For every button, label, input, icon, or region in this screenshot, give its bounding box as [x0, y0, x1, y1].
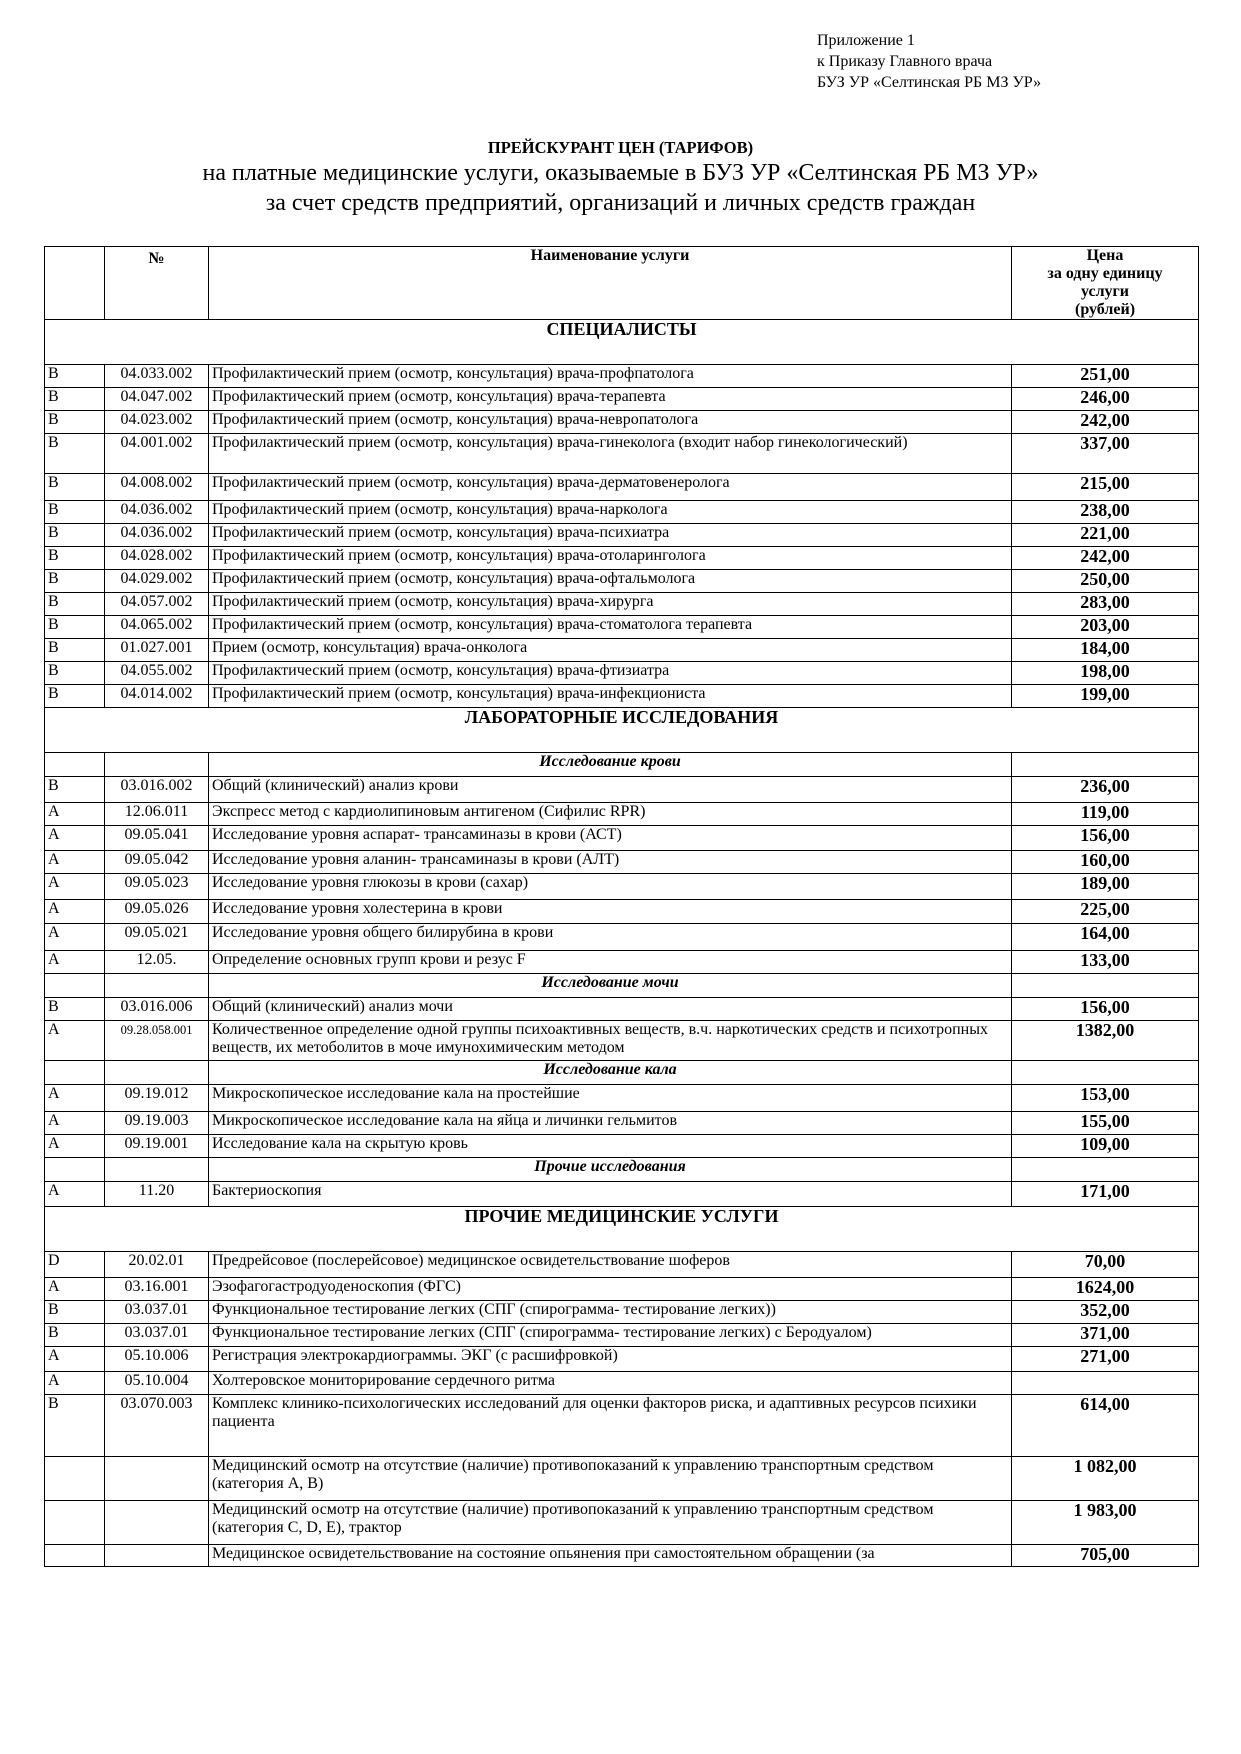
service-category: А [45, 874, 105, 900]
service-price: 337,00 [1012, 434, 1199, 474]
service-price: 614,00 [1012, 1395, 1199, 1457]
appendix-line: Приложение 1 [817, 32, 915, 49]
service-code: 03.037.01 [105, 1301, 209, 1324]
table-row [45, 998, 1199, 1021]
service-name: Общий (клинический) анализ крови [209, 777, 1012, 803]
service-code: 04.033.002 [105, 365, 209, 388]
service-name: Микроскопическое исследование кала на простейшие [209, 1085, 1012, 1112]
subsection-title: Прочие исследования [209, 1158, 1012, 1182]
header-price-line: услуги [1080, 283, 1130, 300]
service-price: 70,00 [1012, 1252, 1199, 1278]
service-code: 03.016.006 [105, 998, 209, 1021]
service-name: Профилактический прием (осмотр, консультация) врача-нарколога [209, 501, 1012, 524]
service-price: 1382,00 [1012, 1021, 1199, 1061]
service-name: Микроскопическое исследование кала на яйца и личинки гельмитов [209, 1112, 1012, 1135]
empty-cell [105, 1061, 209, 1085]
service-name: Количественное определение одной группы психоактивных веществ, в.ч. наркотических средств и психотропных веществ, их метоболитов в моче имунохимическим методом [209, 1021, 1012, 1061]
service-code: 09.05.041 [105, 826, 209, 851]
service-price: 705,00 [1012, 1545, 1199, 1567]
service-category: А [45, 924, 105, 951]
service-name: Профилактический прием (осмотр, консультация) врача-невропатолога [209, 411, 1012, 434]
table-row [45, 411, 1199, 434]
service-category: А [45, 1372, 105, 1395]
service-category: В [45, 501, 105, 524]
service-category: А [45, 1021, 105, 1061]
subsection-title: Исследование мочи [209, 974, 1012, 998]
service-category: А [45, 1085, 105, 1112]
header-number: № [105, 247, 209, 320]
service-name: Регистрация электрокардиограммы. ЭКГ (с расшифровкой) [209, 1347, 1012, 1372]
table-row [45, 851, 1199, 874]
appendix-line: БУЗ УР «Селтинская РБ МЗ УР» [817, 74, 1042, 91]
service-code: 03.016.002 [105, 777, 209, 803]
empty-cell [1012, 1158, 1199, 1182]
service-price: 271,00 [1012, 1347, 1199, 1372]
document-subtitle: на платные медицинские услуги, оказываемые в БУЗ УР «Селтинская РБ МЗ УР» [202, 160, 1039, 186]
service-code: 09.05.021 [105, 924, 209, 951]
subsection-row [45, 1061, 1199, 1085]
service-name: Холтеровское мониторирование сердечного ритма [209, 1372, 1012, 1395]
service-name: Бактериоскопия [209, 1182, 1012, 1207]
service-price: 221,00 [1012, 524, 1199, 547]
service-code: 12.06.011 [105, 803, 209, 826]
document-subtitle-2: за счет средств предприятий, организаций и личных средств граждан [265, 190, 976, 216]
header-cell-empty [45, 247, 105, 320]
header-service-name: Наименование услуги [209, 247, 1012, 320]
service-name: Экспресс метод с кардиолипиновым антигеном (Сифилис RPR) [209, 803, 1012, 826]
service-code: 05.10.006 [105, 1347, 209, 1372]
service-code: 09.28.058.001 [105, 1021, 209, 1061]
service-code: 09.05.026 [105, 900, 209, 924]
service-category: А [45, 1112, 105, 1135]
service-category [45, 1545, 105, 1567]
table-row [45, 524, 1199, 547]
service-name: Исследование уровня глюкозы в крови (сахар) [209, 874, 1012, 900]
header-price-line: (рублей) [1074, 301, 1136, 318]
table-row [45, 1278, 1199, 1301]
service-code: 04.023.002 [105, 411, 209, 434]
empty-cell [105, 753, 209, 777]
service-price: 133,00 [1012, 951, 1199, 974]
service-code: 03.037.01 [105, 1324, 209, 1347]
service-price: 156,00 [1012, 998, 1199, 1021]
service-category: В [45, 474, 105, 501]
appendix-line: к Приказу Главного врача [817, 53, 993, 70]
service-category: В [45, 547, 105, 570]
service-category: А [45, 900, 105, 924]
service-category: А [45, 1182, 105, 1207]
table-row [45, 1112, 1199, 1135]
service-name: Функциональное тестирование легких (СПГ (спирограмма- тестирование легких)) [209, 1301, 1012, 1324]
empty-cell [45, 753, 105, 777]
empty-cell [105, 974, 209, 998]
service-category: В [45, 777, 105, 803]
service-category: В [45, 639, 105, 662]
empty-cell [45, 1061, 105, 1085]
service-name: Функциональное тестирование легких (СПГ (спирограмма- тестирование легких) с Беродуалом) [209, 1324, 1012, 1347]
section-title: ЛАБОРАТОРНЫЕ ИССЛЕДОВАНИЯ [45, 708, 1199, 753]
table-row [45, 1347, 1199, 1372]
subsection-row [45, 753, 1199, 777]
section-title: СПЕЦИАЛИСТЫ [45, 320, 1199, 365]
table-row [45, 1301, 1199, 1324]
service-category: В [45, 411, 105, 434]
service-name: Исследование уровня общего билирубина в крови [209, 924, 1012, 951]
table-row [45, 501, 1199, 524]
table-row [45, 1324, 1199, 1347]
service-name: Профилактический прием (осмотр, консультация) врача-фтизиатра [209, 662, 1012, 685]
table-row [45, 1395, 1199, 1457]
service-category: D [45, 1252, 105, 1278]
service-price: 371,00 [1012, 1324, 1199, 1347]
table-row [45, 547, 1199, 570]
service-code: 04.047.002 [105, 388, 209, 411]
service-price: 198,00 [1012, 662, 1199, 685]
service-category: В [45, 434, 105, 474]
table-row [45, 1457, 1199, 1501]
table-row [45, 365, 1199, 388]
table-row [45, 1021, 1199, 1061]
service-price [1012, 1372, 1199, 1395]
service-code [105, 1457, 209, 1501]
service-price: 352,00 [1012, 1301, 1199, 1324]
service-name: Профилактический прием (осмотр, консультация) врача-терапевта [209, 388, 1012, 411]
table-row [45, 570, 1199, 593]
service-code: 04.029.002 [105, 570, 209, 593]
header-price-line: Цена [1086, 247, 1124, 264]
service-price: 156,00 [1012, 826, 1199, 851]
service-price: 246,00 [1012, 388, 1199, 411]
service-code [105, 1501, 209, 1545]
table-row [45, 662, 1199, 685]
service-name: Профилактический прием (осмотр, консультация) врача-хирурга [209, 593, 1012, 616]
service-category: А [45, 803, 105, 826]
service-category: А [45, 1278, 105, 1301]
service-name: Комплекс клинико-психологических исследований для оценки факторов риска, и адаптивных ресурсов психики пациента [209, 1395, 1012, 1457]
service-name: Медицинский осмотр на отсутствие (наличие) противопоказаний к управлению транспортным средством (категория А, В) [209, 1457, 1012, 1501]
service-price: 1 983,00 [1012, 1501, 1199, 1545]
table-row [45, 826, 1199, 851]
service-category [45, 1501, 105, 1545]
subsection-title: Исследование крови [209, 753, 1012, 777]
service-name: Профилактический прием (осмотр, консультация) врача-дерматовенеролога [209, 474, 1012, 501]
service-category: В [45, 365, 105, 388]
service-code: 04.065.002 [105, 616, 209, 639]
table-row [45, 900, 1199, 924]
section-title: ПРОЧИЕ МЕДИЦИНСКИЕ УСЛУГИ [45, 1207, 1199, 1252]
service-price: 109,00 [1012, 1135, 1199, 1158]
service-code: 04.008.002 [105, 474, 209, 501]
service-price: 153,00 [1012, 1085, 1199, 1112]
service-price: 236,00 [1012, 777, 1199, 803]
service-category: В [45, 593, 105, 616]
section-row [45, 1207, 1199, 1252]
service-price: 171,00 [1012, 1182, 1199, 1207]
service-name: Эзофагогастродуоденоскопия (ФГС) [209, 1278, 1012, 1301]
table-row [45, 685, 1199, 708]
service-name: Исследование уровня аспарат- трансаминазы в крови (АСТ) [209, 826, 1012, 851]
service-price: 250,00 [1012, 570, 1199, 593]
table-row [45, 924, 1199, 951]
service-name: Исследование уровня холестерина в крови [209, 900, 1012, 924]
service-code: 04.055.002 [105, 662, 209, 685]
service-price: 184,00 [1012, 639, 1199, 662]
service-category: А [45, 851, 105, 874]
service-code: 09.19.001 [105, 1135, 209, 1158]
service-price: 155,00 [1012, 1112, 1199, 1135]
service-price: 119,00 [1012, 803, 1199, 826]
subsection-row [45, 974, 1199, 998]
empty-cell [45, 974, 105, 998]
service-price: 238,00 [1012, 501, 1199, 524]
service-code: 09.05.042 [105, 851, 209, 874]
table-row [45, 1252, 1199, 1278]
service-category: В [45, 1324, 105, 1347]
service-category: А [45, 1135, 105, 1158]
table-row [45, 434, 1199, 474]
service-code: 09.19.012 [105, 1085, 209, 1112]
empty-cell [45, 1158, 105, 1182]
service-category: В [45, 616, 105, 639]
service-category: А [45, 826, 105, 851]
service-price: 199,00 [1012, 685, 1199, 708]
table-row [45, 639, 1199, 662]
service-code: 05.10.004 [105, 1372, 209, 1395]
service-code: 04.014.002 [105, 685, 209, 708]
service-category [45, 1457, 105, 1501]
service-name: Профилактический прием (осмотр, консультация) врача-отоларинголога [209, 547, 1012, 570]
empty-cell [1012, 753, 1199, 777]
table-row [45, 1182, 1199, 1207]
service-code: 04.036.002 [105, 501, 209, 524]
service-code: 03.070.003 [105, 1395, 209, 1457]
service-category: В [45, 388, 105, 411]
table-row [45, 388, 1199, 411]
table-row [45, 593, 1199, 616]
service-name: Исследование уровня аланин- трансаминазы в крови (АЛТ) [209, 851, 1012, 874]
service-code: 04.028.002 [105, 547, 209, 570]
service-name: Исследование кала на скрытую кровь [209, 1135, 1012, 1158]
service-name: Профилактический прием (осмотр, консультация) врача-профпатолога [209, 365, 1012, 388]
service-name: Предрейсовое (послерейсовое) медицинское освидетельствование шоферов [209, 1252, 1012, 1278]
table-row [45, 951, 1199, 974]
subsection-row [45, 1158, 1199, 1182]
table-row [45, 616, 1199, 639]
service-code: 03.16.001 [105, 1278, 209, 1301]
service-category: А [45, 1347, 105, 1372]
service-category: А [45, 951, 105, 974]
service-name: Медицинское освидетельствование на состояние опьянения при самостоятельном обращении (за [209, 1545, 1012, 1567]
service-name: Профилактический прием (осмотр, консультация) врача-психиатра [209, 524, 1012, 547]
service-price: 1 082,00 [1012, 1457, 1199, 1501]
empty-cell [1012, 974, 1199, 998]
service-code: 11.20 [105, 1182, 209, 1207]
header-price-line: за одну единицу [1047, 265, 1163, 282]
service-code: 12.05. [105, 951, 209, 974]
table-header-row [45, 247, 1199, 320]
table-row [45, 874, 1199, 900]
service-price: 160,00 [1012, 851, 1199, 874]
empty-cell [1012, 1061, 1199, 1085]
table-row [45, 1545, 1199, 1567]
service-category: В [45, 570, 105, 593]
table-row [45, 474, 1199, 501]
service-category: В [45, 1301, 105, 1324]
service-price: 283,00 [1012, 593, 1199, 616]
service-code: 04.036.002 [105, 524, 209, 547]
document-title: ПРЕЙСКУРАНТ ЦЕН (ТАРИФОВ) [487, 138, 754, 157]
service-code: 04.001.002 [105, 434, 209, 474]
empty-cell [105, 1158, 209, 1182]
service-price: 203,00 [1012, 616, 1199, 639]
section-row [45, 320, 1199, 365]
service-price: 242,00 [1012, 547, 1199, 570]
service-category: В [45, 998, 105, 1021]
service-price: 215,00 [1012, 474, 1199, 501]
table-row [45, 803, 1199, 826]
price-table [44, 246, 1199, 1567]
service-name: Прием (осмотр, консультация) врача-онколога [209, 639, 1012, 662]
header-price [1012, 247, 1199, 320]
service-price: 189,00 [1012, 874, 1199, 900]
service-price: 242,00 [1012, 411, 1199, 434]
service-code: 09.05.023 [105, 874, 209, 900]
service-code: 20.02.01 [105, 1252, 209, 1278]
service-category: В [45, 685, 105, 708]
service-category: В [45, 662, 105, 685]
service-code: 01.027.001 [105, 639, 209, 662]
service-code: 04.057.002 [105, 593, 209, 616]
service-name: Общий (клинический) анализ мочи [209, 998, 1012, 1021]
service-category: В [45, 524, 105, 547]
table-row [45, 1501, 1199, 1545]
service-name: Определение основных групп крови и резус F [209, 951, 1012, 974]
service-price: 251,00 [1012, 365, 1199, 388]
table-row [45, 1085, 1199, 1112]
service-name: Профилактический прием (осмотр, консультация) врача-офтальмолога [209, 570, 1012, 593]
table-row [45, 777, 1199, 803]
appendix-note [817, 30, 1041, 93]
service-price: 225,00 [1012, 900, 1199, 924]
service-name: Профилактический прием (осмотр, консультация) врача-стоматолога терапевта [209, 616, 1012, 639]
table-row [45, 1372, 1199, 1395]
service-name: Профилактический прием (осмотр, консультация) врача-гинеколога (входит набор гинекологический) [209, 434, 1012, 474]
service-price: 164,00 [1012, 924, 1199, 951]
service-code: 09.19.003 [105, 1112, 209, 1135]
service-name: Профилактический прием (осмотр, консультация) врача-инфекциониста [209, 685, 1012, 708]
service-price: 1624,00 [1012, 1278, 1199, 1301]
service-category: В [45, 1395, 105, 1457]
section-row [45, 708, 1199, 753]
table-row [45, 1135, 1199, 1158]
service-code [105, 1545, 209, 1567]
service-name: Медицинский осмотр на отсутствие (наличие) противопоказаний к управлению транспортным средством (категория С, D, Е), трактор [209, 1501, 1012, 1545]
subsection-title: Исследование кала [209, 1061, 1012, 1085]
